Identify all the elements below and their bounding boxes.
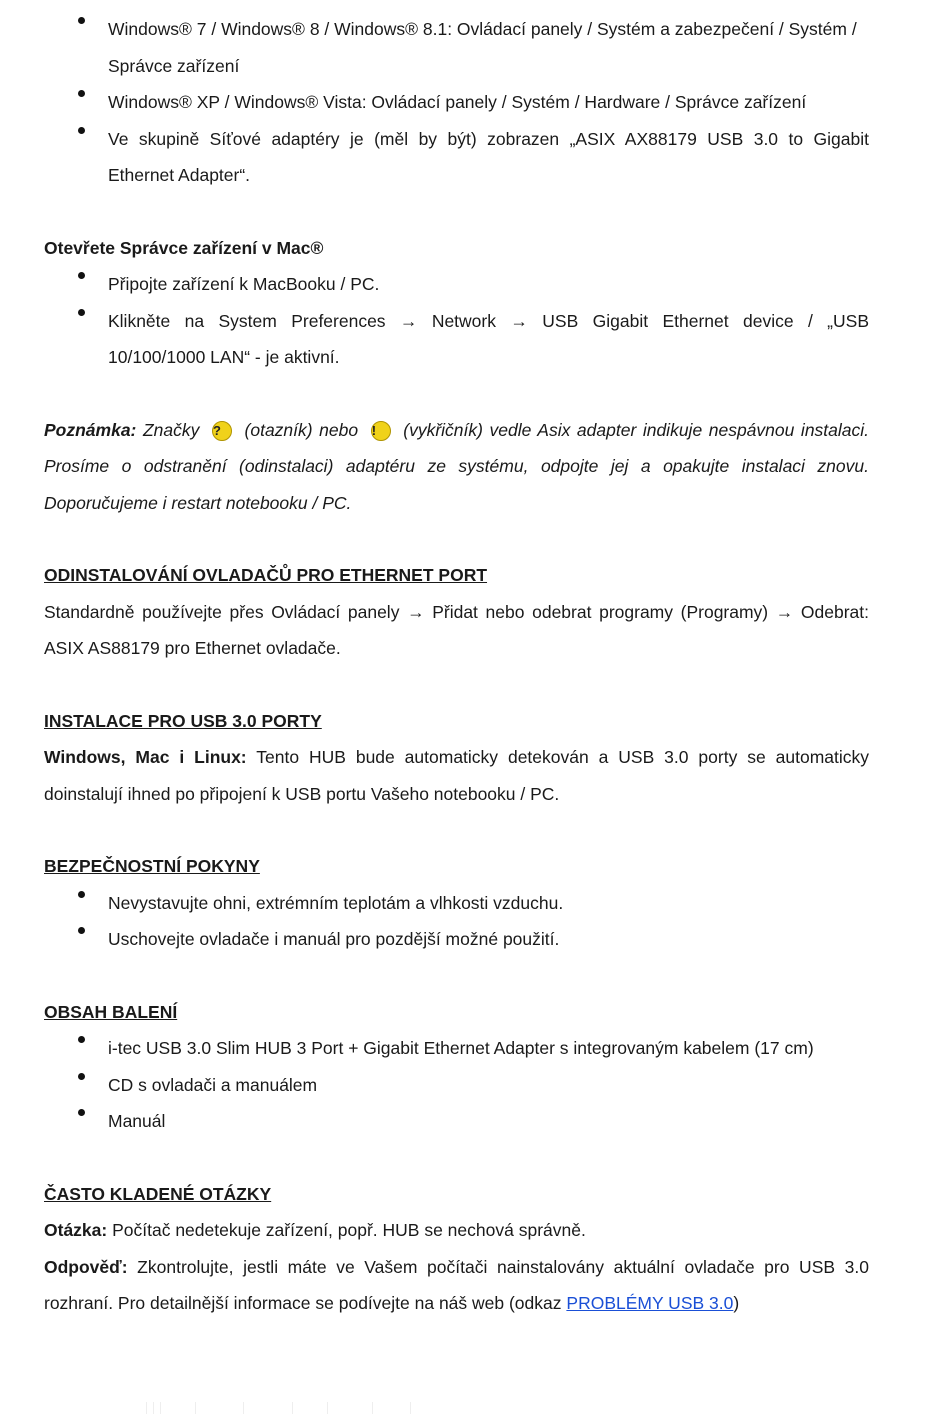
note-text-3: (vykřičník) vedle Asix adapter indikuje nespávnou instalaci. [403, 419, 870, 440]
list-item [44, 84, 869, 121]
list-item [44, 11, 869, 84]
list-item-text: Manuál [108, 1111, 166, 1131]
list-item-text: Uschovejte ovladače i manuál pro pozdější možné použití. [108, 929, 560, 949]
usb-install-text-2: doinstalují ihned po připojení k USB portu Vašeho notebooku / PC. [44, 783, 560, 804]
list-item-text: Windows® 7 / Windows® 8 / Windows® 8.1: Ovládací panely / Systém a zabezpečení / Systém / [108, 19, 857, 39]
uninstall-text-1: Standardně používejte přes Ovládací panely → Přidat nebo odebrat programy (Programy) → Odebrat: [44, 601, 869, 622]
list-item-text-cont: Správce zařízení [108, 55, 240, 76]
faq-answer-text-cont: rozhraní. Pro detailnější informace se podívejte na náš web (odkaz [44, 1293, 562, 1313]
list-item-text: Nevystavujte ohni, extrémním teplotám a vlhkosti vzduchu. [108, 892, 564, 913]
list-item-text: i-tec USB 3.0 Slim HUB 3 Port + Gigabit Ethernet Adapter s integrovaným kabelem (17 cm) [108, 1038, 814, 1058]
list-item-text-cont: 10/100/1000 LAN“ - je aktivní. [108, 347, 340, 367]
list-item [44, 121, 869, 194]
faq-heading: ČASTO KLADENÉ OTÁZKY [44, 1183, 272, 1204]
uninstall-heading: ODINSTALOVÁNÍ OVLADAČŮ PRO ETHERNET PORT [44, 565, 488, 585]
faq-question-text: Počítač nedetekuje zařízení, popř. HUB se nechová správně. [112, 1220, 586, 1240]
usb-install-heading: INSTALACE PRO USB 3.0 PORTY [44, 710, 322, 731]
list-item-text: Připojte zařízení k MacBooku / PC. [108, 274, 380, 294]
usb-problems-link[interactable]: PROBLÉMY USB 3.0 [566, 1293, 734, 1313]
bullet-icon [77, 1067, 85, 1088]
bullet-icon [77, 303, 85, 324]
faq-answer-close: ) [733, 1293, 740, 1313]
faq-answer-1 [44, 1249, 869, 1286]
list-item-text: Windows® XP / Windows® Vista: Ovládací panely / Systém / Hardware / Správce zařízení [108, 92, 807, 112]
list-item-text: Klikněte na System Preferences → Network → USB Gigabit Ethernet device / „USB [108, 310, 869, 331]
faq-question [44, 1212, 869, 1249]
safety-heading: BEZPEČNOSTNÍ POKYNY [44, 856, 260, 876]
note-label: Poznámka: [44, 419, 137, 440]
faq-question-label: Otázka: [44, 1220, 108, 1240]
list-item-text: CD s ovladači a manuálem [108, 1074, 318, 1095]
usb-install-label: Windows, Mac i Linux: [44, 747, 247, 767]
faq-answer-text: Zkontrolujte, jestli máte ve Vašem počítači nainstalovány aktuální ovladače pro USB 3.0 [137, 1256, 869, 1277]
bullet-icon [77, 1103, 85, 1124]
usb-install-text-1 [44, 739, 869, 776]
bullet-icon [77, 11, 85, 32]
list-item [44, 921, 869, 958]
note-text-2: (otazník) nebo [244, 419, 359, 440]
uninstall-text-2: ASIX AS88179 pro Ethernet ovladače. [44, 638, 341, 658]
note-line-1 [44, 412, 869, 449]
list-item [44, 885, 869, 922]
list-item [44, 1030, 869, 1067]
faq-answer-2 [44, 1285, 869, 1322]
list-item [44, 303, 869, 376]
exclamation-mark-icon: ! [371, 421, 391, 441]
list-item [44, 266, 869, 303]
document-page [44, 0, 869, 1322]
list-item-text: Ve skupině Síťové adaptéry je (měl by být) zobrazen „ASIX AX88179 USB 3.0 to Gigabit [108, 128, 869, 149]
bullet-icon [77, 121, 85, 142]
mac-section-heading: Otevřete Správce zařízení v Mac® [44, 237, 324, 258]
list-item [44, 1103, 869, 1140]
bullet-icon [77, 84, 85, 105]
bullet-icon [77, 266, 85, 287]
note-line-3: Doporučujeme i restart notebooku / PC. [44, 492, 352, 513]
list-item [44, 1067, 869, 1104]
note-line-2: Prosíme o odstranění (odinstalaci) adaptéru ze systému, odpojte jej a opakujte instalaci znovu. [44, 456, 869, 476]
bullet-icon [77, 921, 85, 942]
list-item-text-cont: Ethernet Adapter“. [108, 165, 251, 185]
bullet-icon [77, 885, 85, 906]
note-text-1: Značky [142, 419, 200, 440]
page-footer-artifact [0, 1398, 950, 1418]
usb-install-text: Tento HUB bude automaticky detekován a USB 3.0 porty se automaticky [256, 747, 870, 767]
package-heading: OBSAH BALENÍ [44, 1001, 178, 1022]
faq-answer-label: Odpověď: [44, 1256, 128, 1277]
bullet-icon [77, 1030, 85, 1051]
question-mark-icon: ? [212, 421, 232, 441]
